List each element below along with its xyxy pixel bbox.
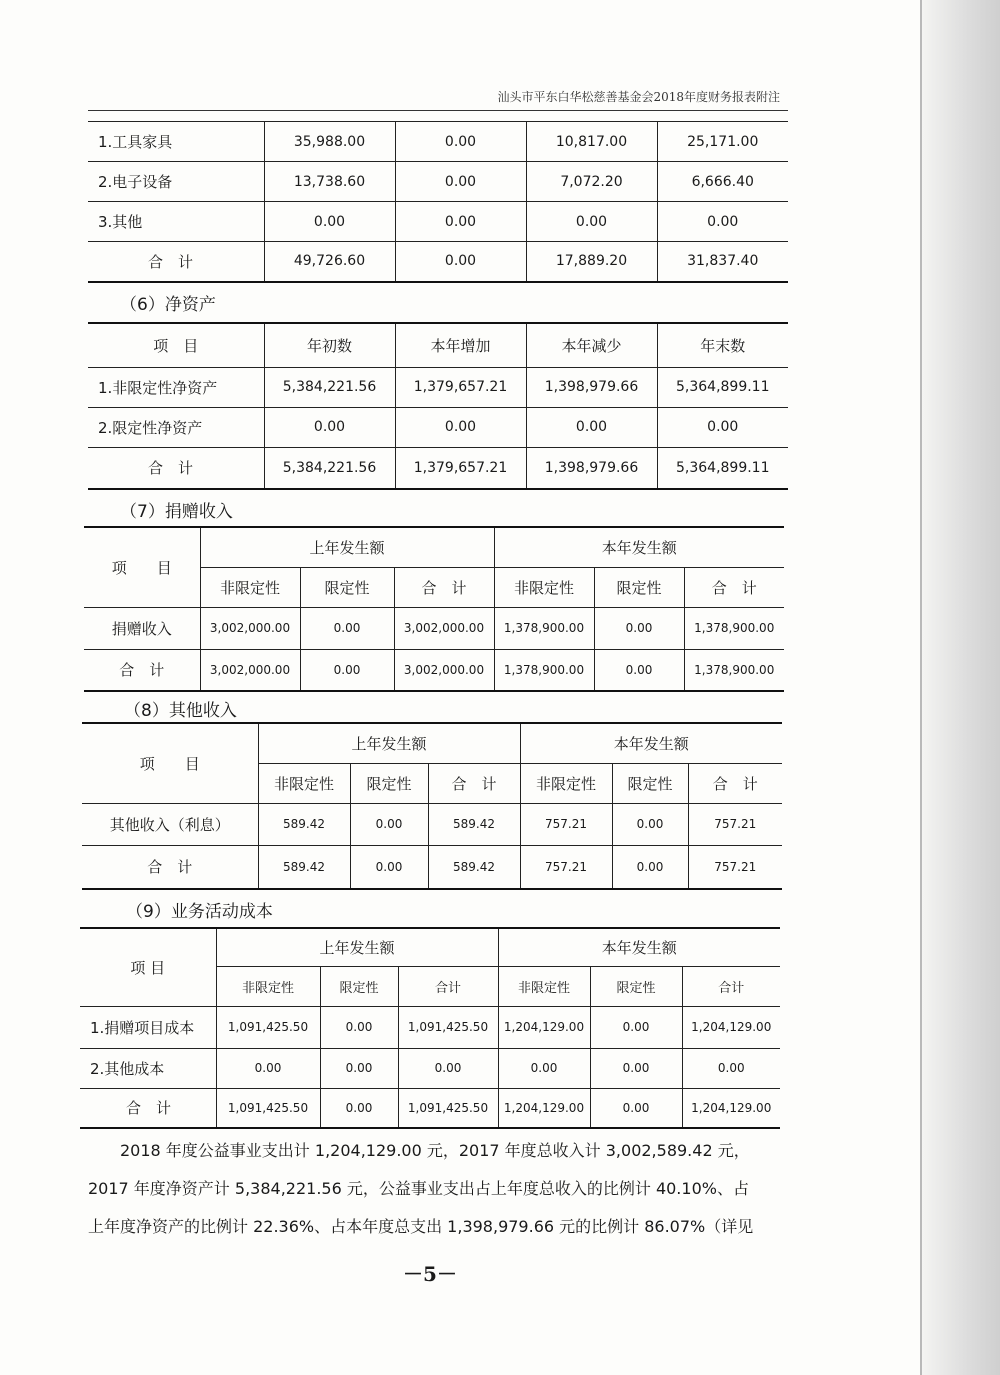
page-header: 汕头市平东白华松慈善基金会2018年度财务报表附注 [497,90,780,104]
paragraph-line: 上年度净资产的比例计 22.36%、占本年度总支出 1,398,979.66 元的比例计 86.07%（详见 [88,1217,754,1236]
other-income-table [82,722,782,890]
table-header-row: 项 目 上年发生额 本年发生额 [80,928,780,966]
table-row: 3.其他 0.00 0.00 0.00 0.00 [88,202,788,242]
fixed-assets-table [88,121,788,283]
section-title-net-assets: （6）净资产 [120,295,216,315]
net-assets-table [88,322,788,490]
body-paragraph [88,1132,778,1246]
table-row: 捐赠收入 3,002,000.00 0.00 3,002,000.00 1,378,900.00 0.00 1,378,900.00 [84,607,784,649]
table-header-row: 项 目 年初数 本年增加 本年减少 年末数 [88,323,788,367]
donation-income-table [84,526,784,692]
table-header-row: 项 目 上年发生额 本年发生额 [82,723,782,763]
page-edge-shadow [922,0,1000,1375]
table-row: 1.捐赠项目成本 1,091,425.50 0.00 1,091,425.50 1,204,129.00 0.00 1,204,129.00 [80,1006,780,1048]
table-row: 2.限定性净资产 0.00 0.00 0.00 0.00 [88,407,788,447]
section-title-business-cost: （9）业务活动成本 [126,902,273,922]
page-edge-line [920,0,922,1375]
table-row-total: 合 计 589.42 0.00 589.42 757.21 0.00 757.21 [82,845,782,889]
table-subheader-row: 非限定性 限定性 合计 非限定性 限定性 合计 [80,966,780,1006]
page-number: －5－ [403,1262,457,1286]
paragraph-line: 2017 年度净资产计 5,384,221.56 元，公益事业支出占上年度总收入的比例计 40.10%、占 [88,1179,749,1198]
table-subheader-row: 非限定性 限定性 合 计 非限定性 限定性 合 计 [82,763,782,803]
table-subheader-row: 非限定性 限定性 合 计 非限定性 限定性 合 计 [84,567,784,607]
table-row: 2.电子设备 13,738.60 0.00 7,072.20 6,666.40 [88,162,788,202]
table-row: 1.工具家具 35,988.00 0.00 10,817.00 25,171.00 [88,122,788,162]
header-rule [88,110,788,111]
table-row-total: 合 计 49,726.60 0.00 17,889.20 31,837.40 [88,242,788,282]
table-row: 1.非限定性净资产 5,384,221.56 1,379,657.21 1,398,979.66 5,364,899.11 [88,367,788,407]
table-row: 2.其他成本 0.00 0.00 0.00 0.00 0.00 0.00 [80,1048,780,1088]
section-title-donation-income: （7）捐赠收入 [120,502,233,522]
business-cost-table [80,927,780,1129]
table-row-total: 合 计 3,002,000.00 0.00 3,002,000.00 1,378,900.00 0.00 1,378,900.00 [84,649,784,691]
paragraph-line: 2018 年度公益事业支出计 1,204,129.00 元，2017 年度总收入计 3,002,589.42 元， [88,1141,750,1160]
table-row-total: 合 计 5,384,221.56 1,379,657.21 1,398,979.66 5,364,899.11 [88,447,788,489]
table-header-row: 项 目 上年发生额 本年发生额 [84,527,784,567]
section-title-other-income: （8）其他收入 [124,701,237,721]
table-row-total: 合 计 1,091,425.50 0.00 1,091,425.50 1,204,129.00 0.00 1,204,129.00 [80,1088,780,1128]
table-row: 其他收入（利息） 589.42 0.00 589.42 757.21 0.00 757.21 [82,803,782,845]
